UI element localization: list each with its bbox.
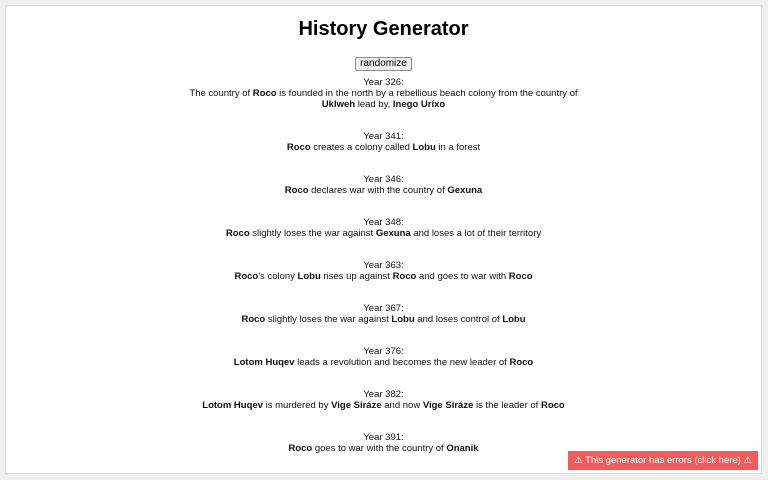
event-text: and now <box>381 400 423 411</box>
entity-name: Roco <box>509 357 534 368</box>
entity-name: Vige Siráze <box>422 400 474 411</box>
event-text: leads a revolution and becomes the new leader of <box>294 357 510 368</box>
entity-name: Lotom Huqev <box>233 357 295 368</box>
history-output <box>6 77 761 474</box>
entity-name: Roco <box>241 314 266 325</box>
event-text: and loses a lot of their territory <box>410 228 542 239</box>
event-text: declares war with the country of <box>308 185 448 196</box>
event-description <box>174 142 594 153</box>
history-event <box>174 260 594 282</box>
history-event <box>174 432 594 454</box>
entity-name: Vige Siráze <box>331 400 382 411</box>
event-text: in a forest <box>435 142 481 153</box>
randomize-button[interactable]: randomize <box>355 57 412 71</box>
event-text: is founded in the north by a rebellious beach colony from the country of <box>276 88 578 99</box>
event-description <box>174 228 594 239</box>
entity-name: Roco <box>286 142 311 153</box>
event-text: slightly loses the war against <box>249 228 376 239</box>
entity-name: Roco <box>288 443 313 454</box>
entity-name: Gexuna <box>375 228 411 239</box>
event-year: Year 348: <box>363 217 404 228</box>
event-description <box>174 443 594 454</box>
entity-name: Roco <box>540 400 565 411</box>
history-event <box>174 77 594 110</box>
event-text: slightly loses the war against <box>265 314 392 325</box>
history-event <box>174 174 594 196</box>
error-report-banner[interactable]: ⚠ This generator has errors (click here) ⚠ <box>568 451 758 470</box>
page-title: History Generator <box>298 18 469 40</box>
event-text: rises up against <box>320 271 393 282</box>
event-description <box>174 271 594 282</box>
event-text: and goes to war with <box>416 271 509 282</box>
entity-name: Roco <box>252 88 277 99</box>
event-description <box>174 185 594 196</box>
entity-name: Lobu <box>412 142 436 153</box>
entity-name: Roco <box>508 271 533 282</box>
entity-name: Roco <box>284 185 309 196</box>
event-year: Year 341: <box>363 131 404 142</box>
event-year: Year 391: <box>363 432 404 443</box>
event-text: creates a colony called <box>310 142 413 153</box>
entity-name: Uklweh <box>321 99 356 110</box>
history-event <box>174 131 594 153</box>
history-event <box>174 217 594 239</box>
event-year: Year 367: <box>363 303 404 314</box>
event-text: goes to war with the country of <box>312 443 447 454</box>
event-year: Year 363: <box>363 260 404 271</box>
event-text: lead by, <box>355 99 393 110</box>
entity-name: Lobu <box>391 314 415 325</box>
history-event <box>174 346 594 368</box>
entity-name: Roco <box>225 228 250 239</box>
entity-name: Lobu <box>502 314 526 325</box>
entity-name: Gexuna <box>447 185 483 196</box>
generator-frame <box>5 5 762 474</box>
event-year: Year 326: <box>363 77 404 88</box>
history-event <box>174 303 594 325</box>
entity-name: Lobu <box>297 271 321 282</box>
randomize-button-wrap <box>6 53 761 71</box>
entity-name: Onanik <box>446 443 479 454</box>
event-text: The country of <box>189 88 253 99</box>
event-description <box>174 357 594 368</box>
event-text: is the leader of <box>473 400 541 411</box>
entity-name: Inego Uríxo <box>392 99 446 110</box>
event-text: is murdered by <box>262 400 332 411</box>
entity-name: Roco <box>392 271 417 282</box>
history-event <box>174 389 594 411</box>
entity-name: Roco <box>234 271 259 282</box>
event-description <box>174 88 594 110</box>
event-year: Year 346: <box>363 174 404 185</box>
event-text: 's colony <box>258 271 298 282</box>
event-description <box>174 400 594 411</box>
event-description <box>174 314 594 325</box>
event-text: and loses control of <box>414 314 503 325</box>
event-year: Year 382: <box>363 389 404 400</box>
event-year: Year 376: <box>363 346 404 357</box>
entity-name: Lotom Huqev <box>202 400 263 411</box>
